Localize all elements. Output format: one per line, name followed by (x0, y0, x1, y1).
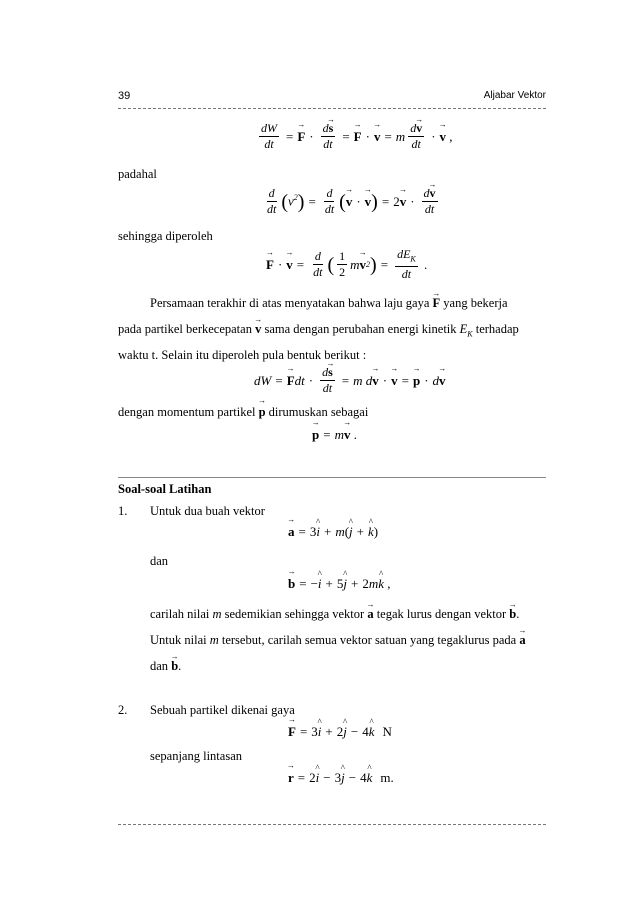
symbol-F: → F (433, 290, 441, 316)
symbol-EK: $E_K$ (459, 322, 473, 339)
paragraph-line-3: waktu t. Selain itu diperoleh pula bentuk berikut : (118, 348, 367, 362)
exercise-1-number: 1. (118, 504, 128, 518)
exercise-1-intro: Untuk dua buah vektor (150, 504, 265, 518)
ex1-line2-b: tersebut, carilah semua vektor satuan yang tegaklurus pada (221, 633, 517, 647)
exercise-1-line-3: dan → b. (150, 653, 181, 679)
ex1-line1-c: tegak lurus dengan vektor (376, 607, 507, 621)
para1-text-b: yang bekerja (443, 296, 508, 310)
ex1-line2-m: m (209, 633, 219, 647)
equation-work-rate: $\frac{dW}{dt}$ = → F · $\frac{d\to s}{dt}$ = → F · → v = m $\frac{d\to v}{dt}$ · → v , (256, 121, 453, 152)
running-title: Aljabar Vektor (483, 90, 546, 101)
equation-force: → F = 3 ^ i + 2 ^ j − 4 ^ k N (288, 724, 392, 740)
exercise-2-path: sepanjang lintasan (150, 749, 242, 763)
equation-momentum: → p = m → v . (312, 427, 357, 443)
ex1-line1-a: carilah nilai (150, 607, 210, 621)
para1-text-a: Persamaan terakhir di atas menyatakan bahwa laju gaya (150, 296, 430, 310)
equation-kinetic-energy: → F · → v = $\frac{d}{dt}$ ( $\frac{1}{2}$ m → v 2 ) = $\frac{dE_K}{dt}$ . (266, 247, 427, 282)
text-momentum (118, 405, 368, 420)
exercise-2-intro: Sebuah partikel dikenai gaya (150, 703, 295, 717)
section-title: Soal-soal Latihan (118, 482, 212, 496)
equation-vector-a: → a = 3 ^ i + m ( ^ j + ^ k ) (288, 524, 378, 540)
text-padahal: padahal (118, 167, 157, 181)
header-rule (118, 108, 546, 109)
exercise-1-line-2 (150, 627, 526, 653)
text-sehingga: sehingga diperoleh (118, 229, 213, 243)
equation-velocity-square: $\frac{d}{dt}$ ( $v^2$ ) = $\frac{d}{dt}$ ( → v · → v ) = 2 → v · $\frac{d\to v}{dt}$ (262, 186, 441, 217)
symbol-p: → p (259, 405, 266, 420)
momentum-text-a: dengan momentum partikel (118, 405, 256, 419)
ex1-line1-b: sedemikian sehingga vektor (224, 607, 365, 621)
para2-text-c: terhadap (475, 322, 519, 336)
symbol-b-2: → b (171, 653, 178, 679)
para2-text-b: sama dengan perubahan energi kinetik (264, 322, 457, 336)
section-rule (118, 477, 546, 478)
momentum-text-b: dirumuskan sebagai (268, 405, 369, 419)
equation-work-momentum: dW = → F dt · $\frac{d\to s}{dt}$ = m d → v · → v = → p · d → v (254, 365, 446, 396)
symbol-a-2: → a (519, 627, 525, 653)
force-unit: N (382, 724, 392, 739)
ex1-line1-m: m (212, 607, 222, 621)
symbol-b: → b (509, 601, 516, 627)
symbol-v: → v (255, 316, 261, 342)
ex1-line2-a: Untuk nilai (150, 633, 207, 647)
exercise-1-dan: dan (150, 554, 169, 568)
path-unit: m. (380, 770, 394, 785)
equation-vector-b: → b = − ^ i + 5 ^ j + 2 m ^ k , (288, 576, 391, 592)
ex1-line3-a: dan (150, 659, 169, 673)
para2-text-a: pada partikel berkecepatan (118, 322, 252, 336)
symbol-a: → a (367, 601, 373, 627)
page-number: 39 (118, 90, 131, 102)
paragraph-line-1 (150, 290, 508, 316)
equation-path: → r = 2 ^ i − 3 ^ j − 4 ^ k m. (288, 770, 394, 786)
exercise-2-number: 2. (118, 703, 128, 717)
exercise-1-line-1: carilah nilai m sedemikian sehingga vektor → a tegak lurus dengan vektor → b. (150, 601, 519, 627)
footer-rule (118, 824, 546, 825)
